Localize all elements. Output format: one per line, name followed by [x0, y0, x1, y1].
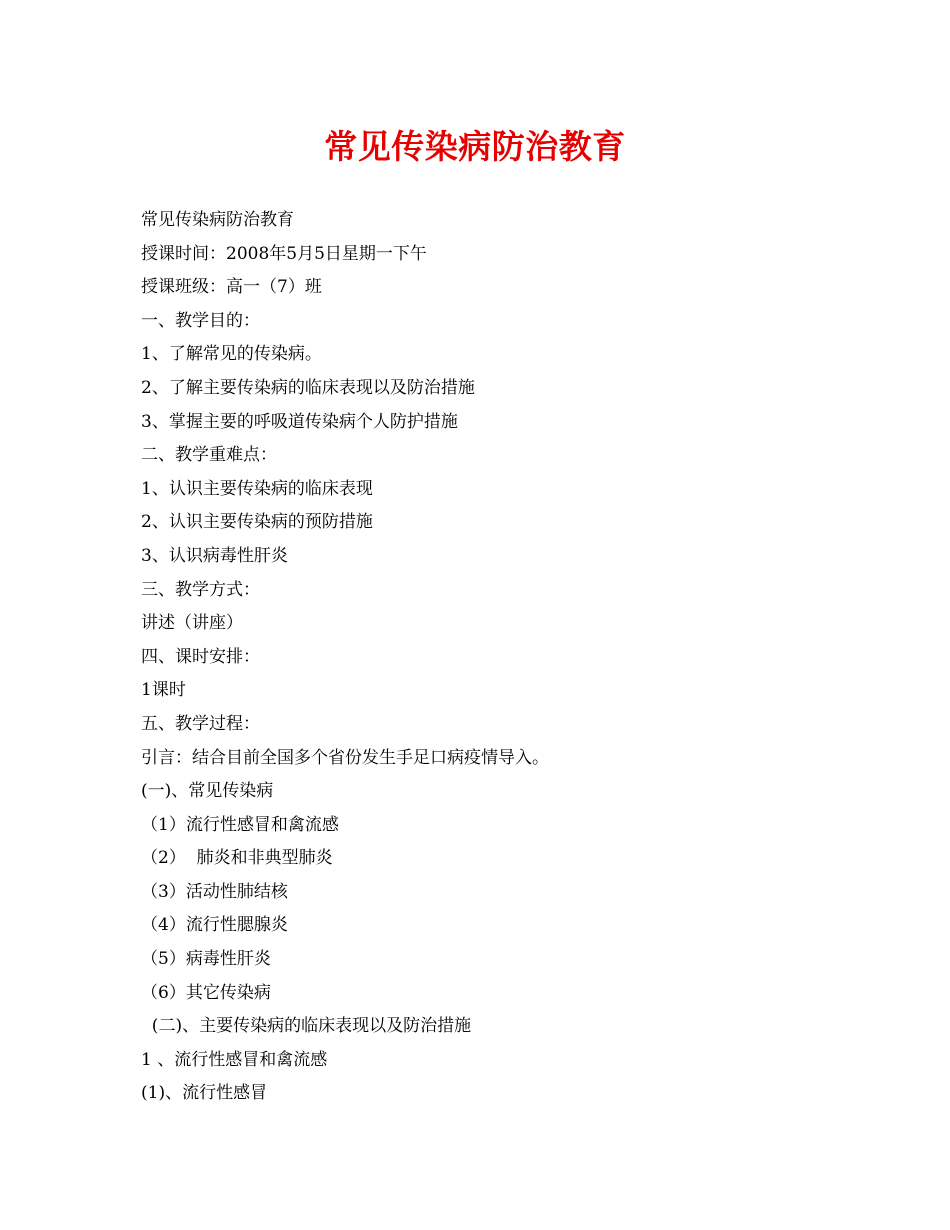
- list-item: 1、认识主要传染病的临床表现: [141, 478, 373, 499]
- section-heading: 五、教学过程：: [141, 713, 260, 734]
- text-line: 授课时间：2008年5月5日星期一下午: [141, 243, 427, 264]
- document-title: 常见传染病防治教育: [324, 127, 626, 166]
- list-item: 2、认识主要传染病的预防措施: [141, 512, 373, 533]
- list-item: （2） 肺炎和非典型肺炎: [141, 848, 333, 869]
- list-item: （1）流行性感冒和禽流感: [141, 814, 339, 835]
- list-item: 3、认识病毒性肝炎: [141, 545, 288, 566]
- list-item: （4）流行性腮腺炎: [141, 915, 288, 936]
- list-item: （6）其它传染病: [141, 982, 271, 1003]
- section-heading: 二、教学重难点：: [141, 445, 277, 466]
- text-line: 引言：结合目前全国多个省份发生手足口病疫情导入。: [141, 747, 549, 768]
- section-heading: 三、教学方式：: [141, 579, 260, 600]
- text-line: 授课班级：高一（7）班: [141, 277, 322, 298]
- list-item: （3）活动性肺结核: [141, 881, 288, 902]
- section-heading: 一、教学目的：: [141, 310, 260, 331]
- subsection-heading: (一)、常见传染病: [141, 781, 274, 802]
- list-item: 3、掌握主要的呼吸道传染病个人防护措施: [141, 411, 458, 432]
- list-item: (1)、流行性感冒: [141, 1083, 268, 1104]
- subsection-heading: (二)、主要传染病的临床表现以及防治措施: [141, 1016, 472, 1037]
- list-item: 1 、流行性感冒和禽流感: [141, 1049, 328, 1070]
- list-item: （5）病毒性肝炎: [141, 949, 271, 970]
- text-line: 1课时: [141, 680, 186, 701]
- text-line: 常见传染病防治教育: [141, 210, 294, 230]
- text-line: 讲述（讲座）: [141, 613, 243, 634]
- section-heading: 四、课时安排：: [141, 646, 260, 667]
- list-item: 1、了解常见的传染病。: [141, 344, 322, 365]
- list-item: 2、了解主要传染病的临床表现以及防治措施: [141, 377, 475, 398]
- document-body: [141, 204, 841, 1111]
